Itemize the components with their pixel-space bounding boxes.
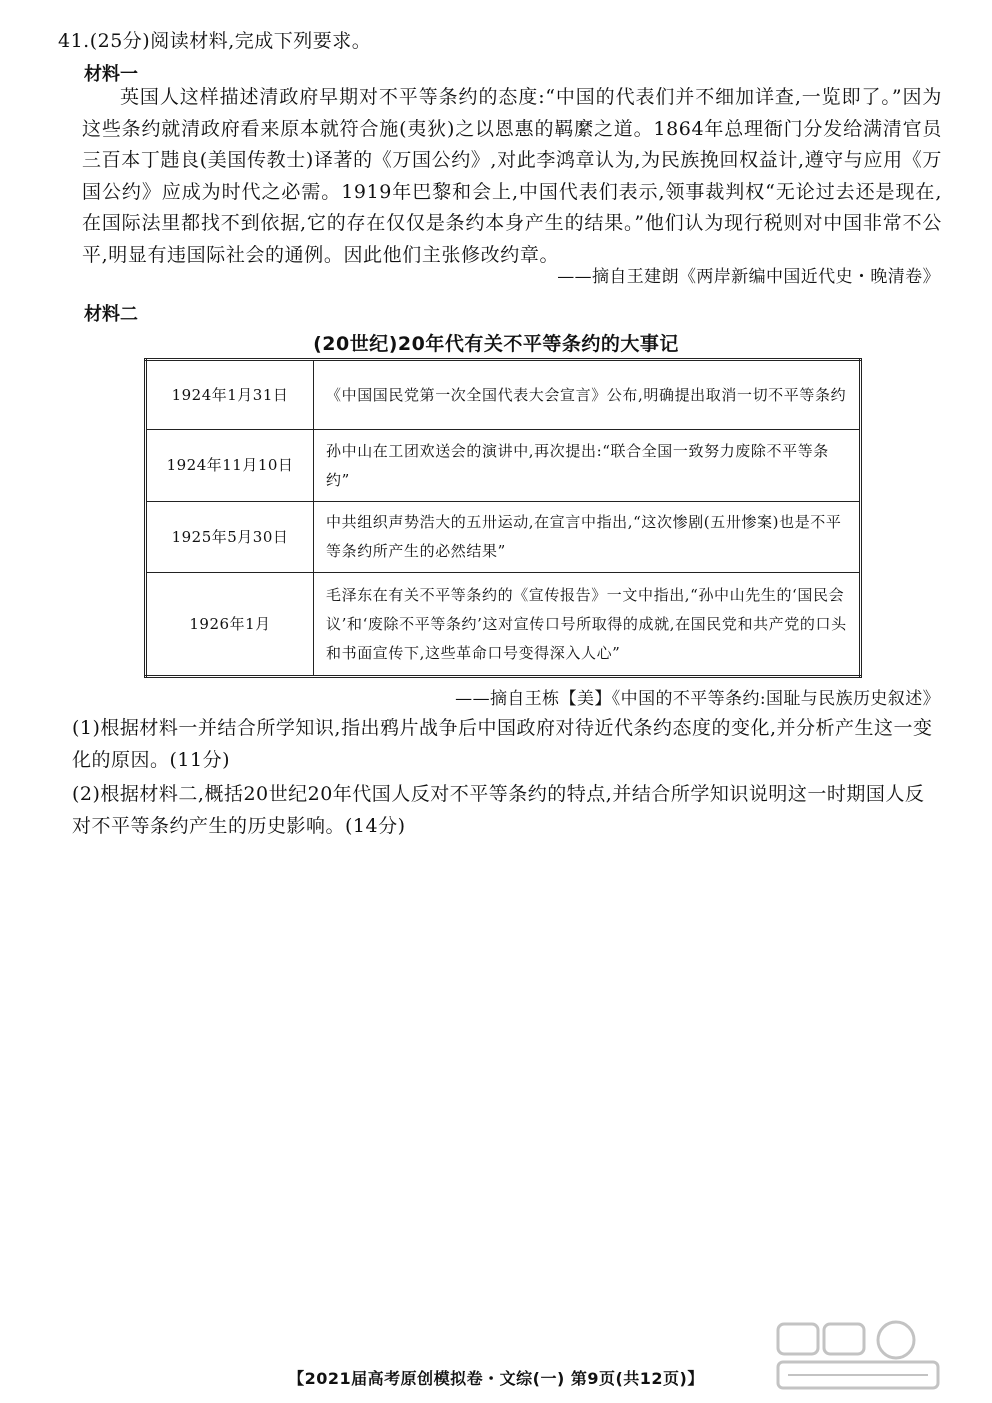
page-footer: 【2021届高考原创模拟卷・文综(一) 第9页(共12页)】 [288,1369,704,1388]
material-2-source: ——摘自王栋【美】《中国的不平等条约:国耻与民族历史叙述》 [455,689,940,709]
event-date: 1924年1月31日 [146,360,314,430]
material-1-text: 英国人这样描述清政府早期对不平等条约的态度:“中国的代表们并不细加详查,一览即了。”因为这些条约就清政府看来原本就符合施(夷狄)之以恩惠的羁縻之道。1864年总理衙门分发给满清官员三百本丁韪良(美国传教士)译著的《万国公约》,对此李鸿章认为,为民族挽回权益计,遵守与应用《万国公约》应成为时代之必需。1919年巴黎和会上,中国代表们表示,领事裁判权“无论过去还是现在,在国际法里都找不到依据,它的存在仅仅是条约本身产生的结果。”他们认为现行税则对中国非常不公平,明显有违国际社会的通例。因此他们主张修改约章。 [82,86,942,266]
sub-question-2: (2)根据材料二,概括20世纪20年代国人反对不平等条约的特点,并结合所学知识说明这一时期国人反对不平等条约产生的历史影响。(14分) [72,783,925,837]
material-2-label: 材料二 [84,304,138,325]
event-description: 《中国国民党第一次全国代表大会宣言》公布,明确提出取消一切不平等条约 [314,360,861,430]
question-header: 41.(25分)阅读材料,完成下列要求。 [58,30,372,52]
event-description: 中共组织声势浩大的五卅运动,在宣言中指出,“这次惨剧(五卅惨案)也是不平等条约所产生的必然结果” [314,502,861,573]
table-row [146,360,861,430]
event-date: 1924年11月10日 [146,430,314,502]
table-row [146,573,861,677]
event-description: 毛泽东在有关不平等条约的《宣传报告》一文中指出,“孙中山先生的‘国民会议’和‘废除不平等条约’这对宣传口号所取得的成就,在国民党和共产党的口头和书面宣传下,这些革命口号变得深入人心” [314,573,861,677]
sub-question-1: (1)根据材料一并结合所学知识,指出鸦片战争后中国政府对待近代条约态度的变化,并分析产生这一变化的原因。(11分) [72,717,933,771]
material-1-source: ——摘自王建朗《两岸新编中国近代史・晚清卷》 [557,267,940,287]
event-date: 1926年1月 [146,573,314,677]
events-table [144,358,862,678]
table-row [146,430,861,502]
table-row [146,502,861,573]
event-description: 孙中山在工团欢送会的演讲中,再次提出:“联合全国一致努力废除不平等条约” [314,430,861,502]
material-1-label: 材料一 [84,64,138,85]
table-title: (20世纪)20年代有关不平等条约的大事记 [313,333,679,355]
event-date: 1925年5月30日 [146,502,314,573]
